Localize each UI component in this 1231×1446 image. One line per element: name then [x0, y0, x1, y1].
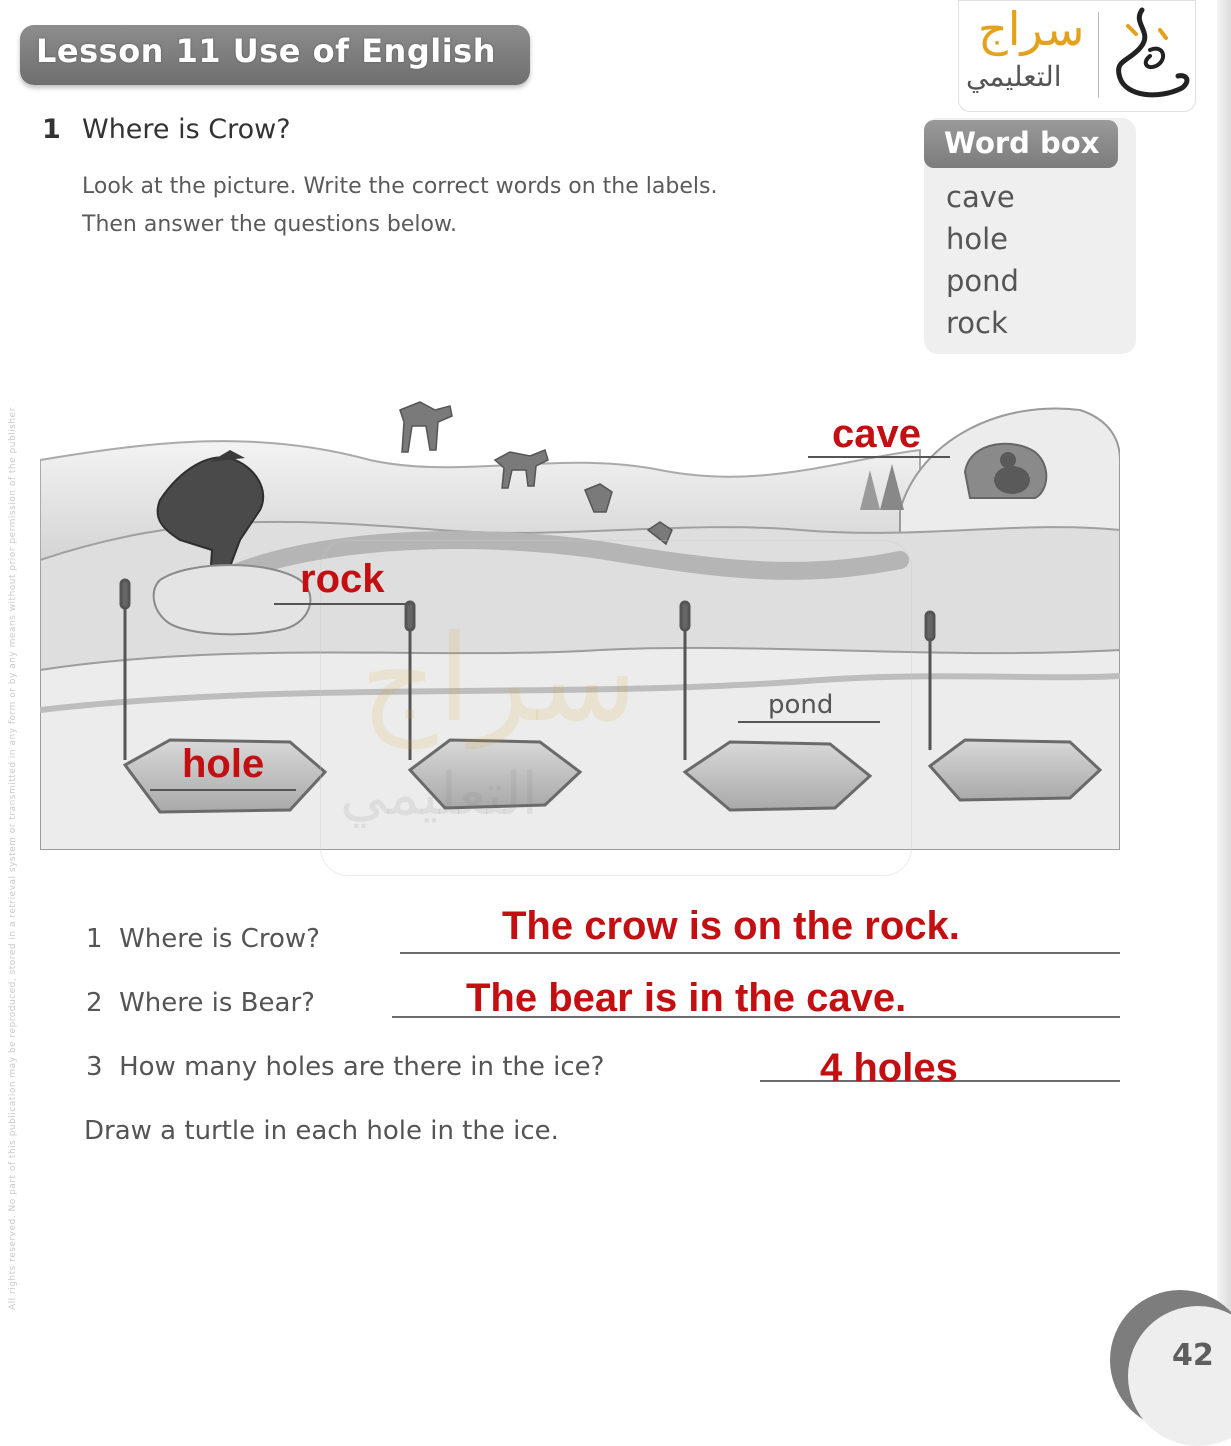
page-edge [1217, 0, 1231, 1402]
label-pond: pond [768, 690, 834, 720]
word-item: rock [946, 306, 1008, 340]
question-1 [86, 924, 320, 954]
lesson-title: Lesson 11 Use of English [36, 32, 496, 70]
answer-3: 4 holes [820, 1046, 958, 1090]
answer-line [400, 952, 1120, 954]
watermark-subtext: التعليمي [340, 760, 538, 828]
word-item: hole [946, 222, 1009, 256]
label-hole: hole [182, 742, 265, 786]
label-line [150, 789, 296, 791]
label-cave: cave [832, 412, 921, 456]
question-3 [86, 1052, 604, 1082]
word-item: cave [946, 180, 1015, 214]
label-line [738, 721, 880, 723]
word-list [946, 176, 1019, 344]
logo-subtext: التعليمي [966, 60, 1062, 93]
label-rock: rock [300, 557, 385, 601]
logo-text: سراج [978, 2, 1085, 56]
draw-instruction: Draw a turtle in each hole in the ice. [84, 1116, 559, 1146]
word-item: pond [946, 264, 1019, 298]
calligraphy-logo-icon [1102, 4, 1194, 108]
instructions [82, 168, 882, 244]
answer-2: The bear is in the cave. [466, 976, 907, 1020]
question-text: Where is Crow? [119, 924, 320, 954]
watermark-text: سراج [360, 610, 638, 749]
page-number: 42 [1172, 1338, 1214, 1373]
question-2 [86, 988, 315, 1018]
question-number: 3 [86, 1052, 103, 1082]
question-number: 1 [42, 114, 61, 145]
label-line [808, 456, 950, 458]
logo-divider [1098, 12, 1099, 98]
question-title: Where is Crow? [82, 114, 291, 145]
instruction-line: Then answer the questions below. [82, 212, 457, 237]
copyright-strip: All rights reserved. No part of this publication may be reproduced, stored in a retrieval system or transmitted in any form or by any means without prior permission of the publisher [8, 407, 18, 1310]
label-line [274, 603, 410, 605]
answer-1: The crow is on the rock. [502, 904, 960, 948]
question-text: How many holes are there in the ice? [119, 1052, 605, 1082]
question-number: 2 [86, 988, 103, 1018]
word-box-title: Word box [944, 126, 1100, 160]
question-number: 1 [86, 924, 103, 954]
instruction-line: Look at the picture. Write the correct words on the labels. [82, 174, 718, 199]
question-text: Where is Bear? [119, 988, 315, 1018]
